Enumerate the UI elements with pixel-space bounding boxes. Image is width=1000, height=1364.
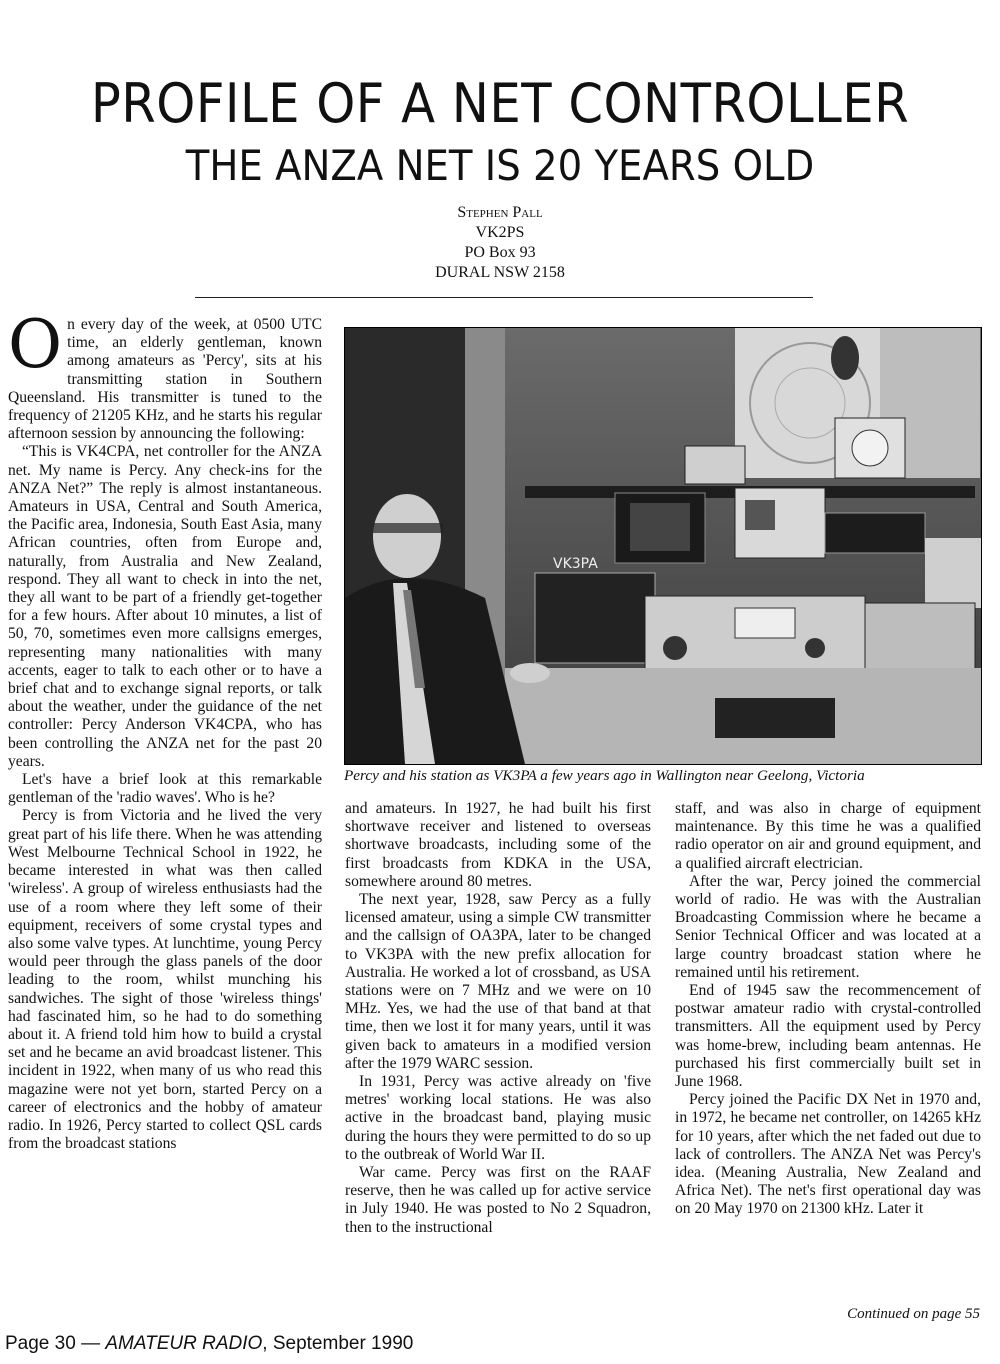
headline-title: PROFILE OF A NET CONTROLLER: [90, 72, 910, 135]
rig-callsign-label: VK3PA: [553, 556, 598, 572]
paragraph: After the war, Percy joined the commercial world of radio. He was with the Australian Broadcasting Commission where he became a Senior Technical Officer and was located at a large country broadcast station where he remained until his retirement.: [675, 872, 981, 981]
footer-page: Page 30 —: [5, 1333, 106, 1354]
article-column-2: [345, 800, 651, 1237]
paragraph: staff, and was also in charge of equipment maintenance. By this time he was a qualified radio operator on air and ground equipment, and a qualified aircraft electrician.: [675, 800, 981, 872]
title-divider: [195, 297, 813, 298]
author-locality: DURAL NSW 2158: [435, 264, 565, 281]
paragraph: Percy is from Victoria and he lived the very great part of his life there. When he was attending West Melbourne Technical School in 1922, he became interested in what was then called 'wireless'. A group of wireless enthusiasts had the use of a room where they left some of their equipment, receivers of some crystal types and also some valve types. At lunchtime, young Percy would peer through the glass panels of the door leading to the room, whilst munching his sandwiches. The sight of those 'wireless things' had fascinated him, so he had to do something about it. A friend told him how to build a crystal set and he became an avid broadcast listener. This incident in 1922, when many of us who read this magazine were not yet born, started Percy on a career of electronics and the hobby of amateur radio. In 1926, Percy started to collect QSL cards from the broadcast stations: [8, 807, 322, 1153]
page-footer: [5, 1333, 413, 1355]
footer-magazine: AMATEUR RADIO: [105, 1333, 263, 1354]
author-callsign: VK2PS: [475, 224, 525, 241]
headline-subtitle: THE ANZA NET IS 20 YEARS OLD: [185, 141, 815, 190]
author-name: Stephen Pall: [457, 204, 543, 221]
paragraph: In 1931, Percy was active already on 'five metres' working local stations. He was also active in the broadcast band, playing music during the hours they were permitted to do so up to the outbreak of World War II.: [345, 1073, 651, 1163]
footer-date: , September 1990: [262, 1333, 414, 1354]
photo-caption: Percy and his station as VK3PA a few years ago in Wallington near Geelong, Victoria: [344, 767, 865, 784]
station-photo: [344, 327, 982, 765]
paragraph: Let's have a brief look at this remarkable gentleman of the 'radio waves'. Who is he?: [8, 771, 322, 807]
paragraph: War came. Percy was first on the RAAF reserve, then he was called up for active service in July 1940. He was posted to No 2 Squadron, then to the instructional: [345, 1164, 651, 1236]
paragraph: End of 1945 saw the recommencement of postwar amateur radio with crystal-controlled transmitters. All the equipment used by Percy was home-brew, including beam antennas. He purchased his first commercially built set in June 1968.: [675, 982, 981, 1091]
article-column-1: [8, 306, 322, 1153]
continued-note: Continued on page 55: [847, 1306, 980, 1322]
article-column-3: [675, 800, 981, 1219]
paragraph: The next year, 1928, saw Percy as a fully licensed amateur, using a simple CW transmitter and the callsign of OA3PA, later to be changed to VK3PA with the new prefix allocation for Australia. He worked a lot of crossband, as USA stations were on 7 MHz and we were on 10 MHz. Yes, we had the use of that band at that time, then we lost it for many years, until it was given back to amateurs in a modified version after the 1979 WARC session.: [345, 891, 651, 1072]
author-po-box: PO Box 93: [464, 244, 536, 261]
byline: [0, 203, 1000, 283]
paragraph: On every day of the week, at 0500 UTC time, an elderly gentleman, known among amateurs as 'Percy', sits at his transmitting station in Southern Queensland. His transmitter is tuned to the frequency of 21205 KHz, and he starts his regular afternoon session by announcing the following:: [8, 306, 322, 443]
drop-cap: O: [8, 306, 63, 383]
station-photo-illustration: [345, 328, 981, 764]
paragraph: Percy joined the Pacific DX Net in 1970 and, in 1972, he became net controller, on 14265 kHz for 10 years, after which the net faded out due to lack of controllers. The ANZA Net was Percy's idea. (Meaning Australia, New Zealand and Africa Net). The net's first operational day was on 20 May 1970 on 21300 kHz. Later it: [675, 1091, 981, 1218]
paragraph: and amateurs. In 1927, he had built his first shortwave receiver and listened to overseas shortwave broadcasts, including some of the first broadcasts from KDKA in the USA, somewhere around 80 metres.: [345, 800, 651, 890]
paragraph: “This is VK4CPA, net controller for the ANZA net. My name is Percy. Any check-ins for the ANZA Net?” The reply is almost instantaneous. Amateurs in USA, Central and South America, the Pacific area, Indonesia, South East Asia, many African countries, often from Europe and, naturally, from Australia and New Zealand, respond. They all want to check in into the net, they all want to be part of a friendly get-together for a few hours. After about 10 minutes, a list of 50, 70, sometimes even more callsigns emerges, representing many nationalities with many accents, eager to talk to each other or to have a brief chat and to exchange signal reports, or talk about the weather, under the guidance of the net controller: Percy Anderson VK4CPA, who has been controlling the ANZA net for the past 20 years.: [8, 443, 322, 770]
